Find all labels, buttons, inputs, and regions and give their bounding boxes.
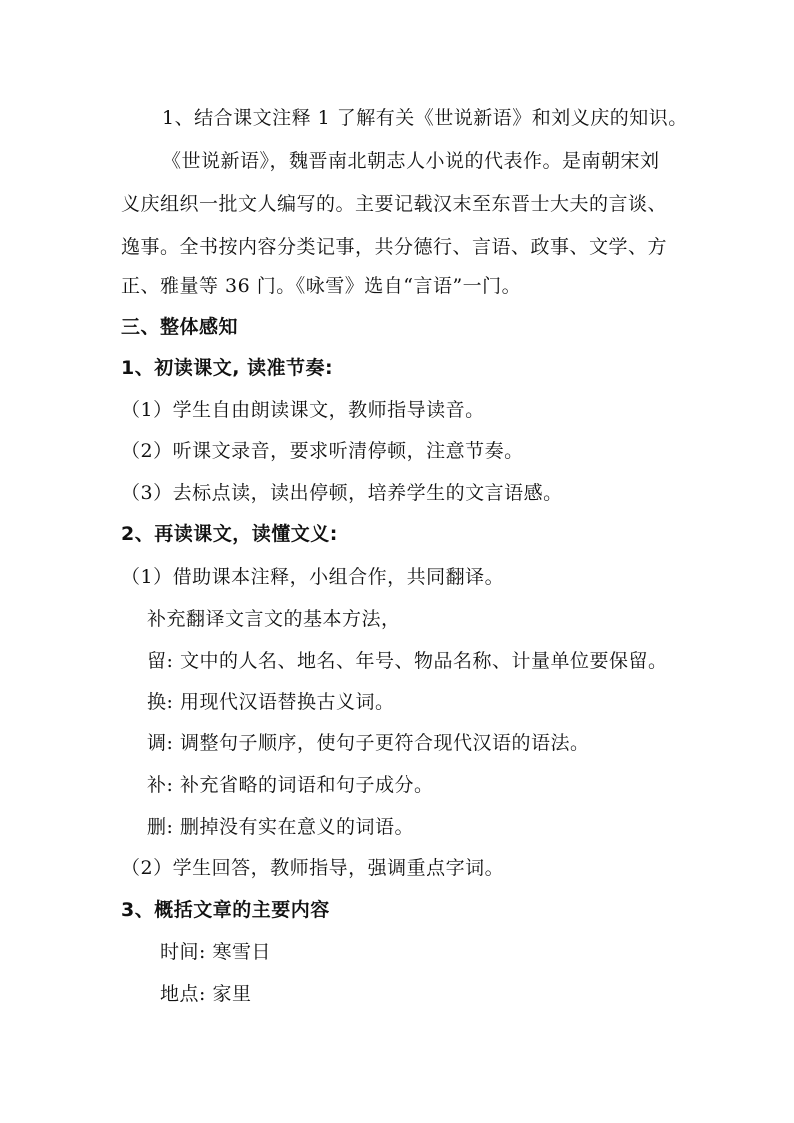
step2-item-1: （1）借助课本注释，小组合作，共同翻译。 xyxy=(121,566,505,588)
step3-heading: 3、概括文章的主要内容 xyxy=(121,899,330,921)
intro-paragraph-line-2: 义庆组织一批文人编写的。主要记载汉末至东晋士大夫的言谈、 xyxy=(121,193,668,215)
step1-item-2: （2）听课文录音，要求听清停顿，注意节奏。 xyxy=(121,440,524,462)
method-keep: 留: 文中的人名、地名、年号、物品名称、计量单位要保留。 xyxy=(147,650,668,672)
intro-point-1: 1、结合课文注释 1 了解有关《世说新语》和刘义庆的知识。 xyxy=(162,107,688,129)
intro-paragraph-line-1: 《世说新语》，魏晋南北朝志人小说的代表作。是南朝宋刘 xyxy=(162,150,660,172)
method-replace: 换: 用现代汉语替换古义词。 xyxy=(147,691,395,713)
step2-heading: 2、再读课文，读懂文义: xyxy=(121,523,338,545)
step2-item-2: （2）学生回答，教师指导，强调重点字词。 xyxy=(121,857,505,879)
summary-place: 地点: 家里 xyxy=(160,983,252,1005)
step1-item-3: （3）去标点读，读出停顿，培养学生的文言语感。 xyxy=(121,482,563,504)
section-heading-overall: 三、整体感知 xyxy=(121,316,239,338)
methods-intro: 补充翻译文言文的基本方法， xyxy=(147,608,401,630)
step1-item-1: （1）学生自由朗读课文，教师指导读音。 xyxy=(121,399,485,421)
method-supplement: 补: 补充省略的词语和句子成分。 xyxy=(147,774,434,796)
method-adjust: 调: 调整句子顺序，使句子更符合现代汉语的语法。 xyxy=(147,732,590,754)
summary-time: 时间: 寒雪日 xyxy=(160,941,271,963)
step1-heading: 1、初读课文, 读准节奏: xyxy=(121,357,334,379)
intro-paragraph-line-3: 逸事。全书按内容分类记事，共分德行、言语、政事、文学、方 xyxy=(121,236,668,258)
intro-paragraph-line-4: 正、雅量等 36 门。《咏雪》选自“言语”一门。 xyxy=(121,275,522,297)
method-delete: 删: 删掉没有实在意义的词语。 xyxy=(147,816,414,838)
